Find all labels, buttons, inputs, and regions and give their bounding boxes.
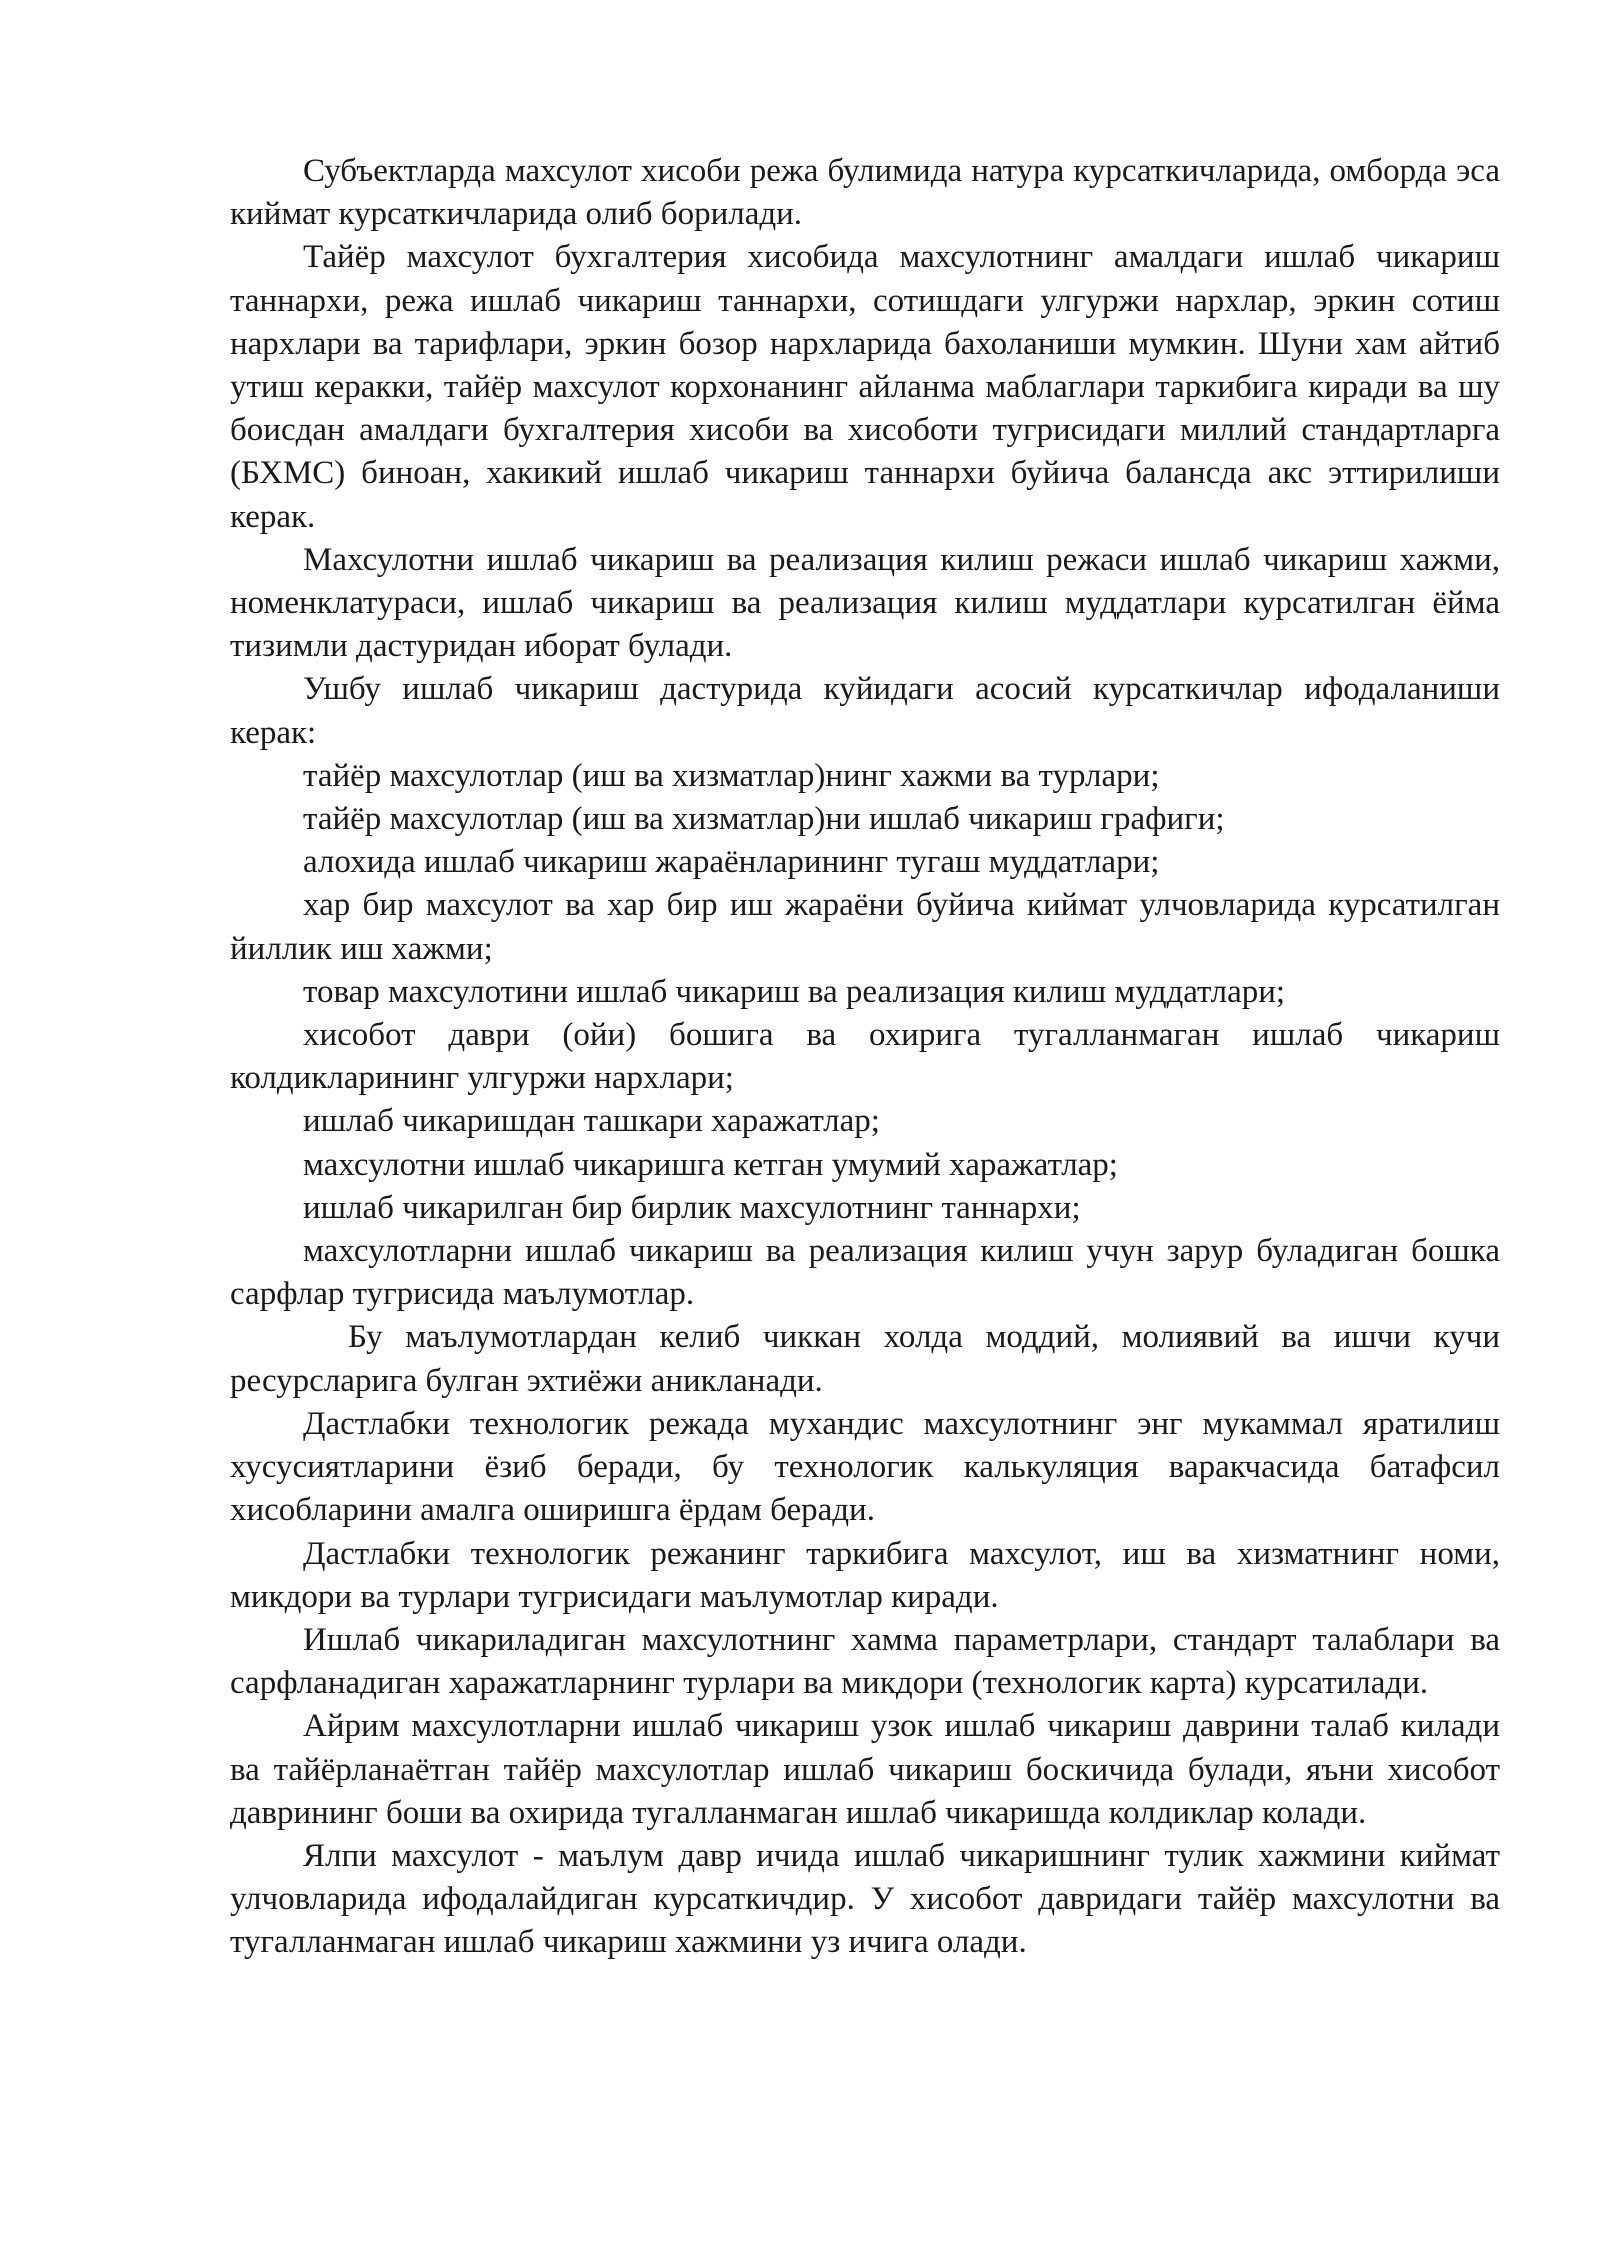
paragraph-1: Субъектларда махсулот хисоби режа булимида натура курсаткичларида, омборда эса киймат курсаткичларида олиб борилади. bbox=[230, 153, 1500, 233]
list-item: тайёр махсулотлар (иш ва хизматлар)ни ишлаб чикариш графиги; bbox=[303, 801, 1225, 838]
document-page bbox=[230, 150, 1500, 1965]
list-item: алохида ишлаб чикариш жараёнларининг тугаш муддатлари; bbox=[303, 844, 1160, 881]
paragraph-5: Бу маълумотлардан келиб чиккан холда моддий, молиявий ва ишчи кучи ресурсларига булган эхтиёжи аникланади. bbox=[230, 1319, 1500, 1399]
paragraph-9: Айрим махсулотларни ишлаб чикариш узок ишлаб чикариш даврини талаб килади ва тайёрланаётган тайёр махсулотлар ишлаб чикариш боскичида булади, яъни хисобот даврининг боши ва охирида тугалланмаган ишлаб чикаришда колдиклар колади. bbox=[230, 1708, 1500, 1831]
list-item: ишлаб чикаришдан ташкари харажатлар; bbox=[303, 1103, 880, 1140]
paragraph-7: Дастлабки технологик режанинг таркибига махсулот, иш ва хизматнинг номи, микдори ва турлари тугрисидаги маълумотлар киради. bbox=[230, 1535, 1500, 1615]
list-item: хар бир махсулот ва хар бир иш жараёни буйича киймат улчовларида курсатилган йиллик иш хажми; bbox=[230, 887, 1500, 967]
paragraph-8: Ишлаб чикариладиган махсулотнинг хамма параметрлари, стандарт талаблари ва сарфланадиган харажатларнинг турлари ва микдори (технологик карта) курсатилади. bbox=[230, 1621, 1500, 1702]
paragraph-3: Махсулотни ишлаб чикариш ва реализация килиш режаси ишлаб чикариш хажми, номенклатураси, ишлаб чикариш ва реализация килиш муддатлари курсатилган ёйма тизимли дастуридан иборат булади. bbox=[230, 541, 1500, 665]
list-item: товар махсулотини ишлаб чикариш ва реализация килиш муддатлари; bbox=[303, 973, 1286, 1010]
list-item: ишлаб чикарилган бир бирлик махсулотнинг таннархи; bbox=[303, 1189, 1081, 1226]
paragraph-6: Дастлабки технологик режада мухандис махсулотнинг энг мукаммал яратилиш хусусиятларини ёзиб беради, бу технологик калькуляция варакчасида батафсил хисобларини амалга оширишга ёрдам беради. bbox=[230, 1405, 1500, 1529]
paragraph-4: Ушбу ишлаб чикариш дастурида куйидаги асосий курсаткичлар ифодаланиши керак: bbox=[230, 671, 1500, 751]
list-item: махсулотни ишлаб чикаришга кетган умумий харажатлар; bbox=[303, 1146, 1118, 1183]
paragraph-10: Ялпи махсулот - маълум давр ичида ишлаб чикаришнинг тулик хажмини киймат улчовларида ифодалайдиган курсаткичдир. У хисобот давридаги тайёр махсулотни ва тугалланмаган ишлаб чикариш хажмини уз ичига олади. bbox=[230, 1837, 1500, 1961]
paragraph-2: Тайёр махсулот бухгалтерия хисобида махсулотнинг амалдаги ишлаб чикариш таннархи, режа ишлаб чикариш таннархи, сотишдаги улгуржи нархлар, эркин сотиш нархлари ва тарифлари, эркин бозор нархларида бахоланиши мумкин. Шуни хам айтиб утиш керакки, тайёр махсулот корхонанинг айланма маблаглари таркибига киради ва шу боисдан амалдаги бухгалтерия хисоби ва хисоботи тугрисидаги миллий стандартларга (БХМС) биноан, хакикий ишлаб чикариш таннархи буйича балансда акс эттирилиши керак. bbox=[230, 239, 1500, 535]
list-item: тайёр махсулотлар (иш ва хизматлар)нинг хажми ва турлари; bbox=[303, 757, 1160, 794]
list-item: махсулотларни ишлаб чикариш ва реализация килиш учун зарур буладиган бошка сарфлар тугрисида маълумотлар. bbox=[230, 1233, 1500, 1313]
list-item: хисобот даври (ойи) бошига ва охирига тугалланмаган ишлаб чикариш колдикларининг улгуржи нархлари; bbox=[230, 1017, 1500, 1097]
